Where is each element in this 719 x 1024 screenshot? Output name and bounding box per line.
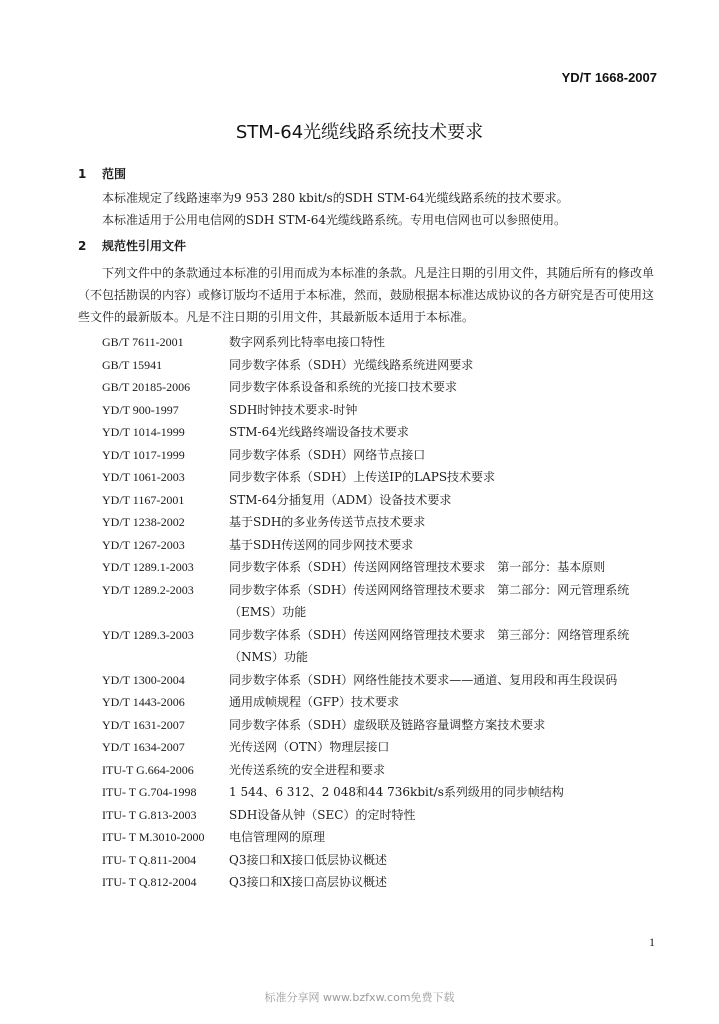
reference-item — [102, 489, 662, 512]
reference-title: SDH设备从钟（SEC）的定时特性 — [229, 807, 416, 822]
reference-code: YD/T 1267-2003 — [102, 537, 185, 552]
reference-code: ITU- T Q.812-2004 — [102, 875, 197, 889]
reference-item — [102, 669, 662, 692]
reference-item — [102, 646, 662, 669]
reference-code: YD/T 900-1997 — [102, 402, 179, 417]
reference-title: 同步数字体系（SDH）上传送IP的LAPS技术要求 — [229, 470, 496, 484]
reference-item — [102, 579, 662, 602]
reference-item — [102, 826, 662, 849]
reference-code — [102, 601, 229, 624]
reference-title: 同步数字体系（SDH）网络节点接口 — [229, 447, 426, 462]
section-1-title: 范围 — [102, 167, 127, 181]
reference-title: STM-64分插复用（ADM）设备技术要求 — [229, 492, 452, 507]
reference-title: 同步数字体系（SDH）光缆线路系统进网要求 — [229, 357, 474, 372]
reference-code: GB/T 15941 — [102, 357, 163, 372]
reference-title: 基于SDH的多业务传送节点技术要求 — [229, 515, 426, 529]
reference-title: Q3接口和X接口低层协议概述 — [229, 852, 388, 867]
reference-item — [102, 601, 662, 624]
reference-item — [102, 399, 662, 422]
reference-title: （EMS）功能 — [229, 605, 307, 619]
reference-item — [102, 736, 662, 759]
reference-item — [102, 781, 662, 804]
reference-title: 同步数字体系（SDH）虚级联及链路容量调整方案技术要求 — [229, 717, 546, 732]
standard-code: YD/T 1668-2007 — [561, 70, 657, 85]
reference-code: YD/T 1017-1999 — [102, 447, 185, 462]
section-1-heading — [78, 165, 126, 182]
scope-paragraph-2: 本标准适用于公用电信网的SDH STM-64光缆线路系统。专用电信网也可以参照使用。 — [102, 213, 566, 227]
section-1-number: 1 — [78, 167, 87, 181]
reference-title: 同步数字体系设备和系统的光接口技术要求 — [229, 380, 458, 394]
reference-item — [102, 421, 662, 444]
scope-paragraph-1: 本标准规定了线路速率为9 953 280 kbit/s的SDH STM-64光缆线路系统的技术要求。 — [102, 191, 569, 205]
reference-code: ITU-T G.664-2006 — [102, 762, 194, 777]
reference-code: YD/T 1300-2004 — [102, 672, 185, 687]
reference-title: 同步数字体系（SDH）网络性能技术要求——通道、复用段和再生段误码 — [229, 672, 618, 687]
reference-code — [102, 646, 229, 669]
reference-code: GB/T 7611-2001 — [102, 335, 184, 349]
reference-item — [102, 714, 662, 737]
page-number: 1 — [649, 935, 655, 949]
reference-title: Q3接口和X接口高层协议概述 — [229, 875, 388, 889]
reference-item — [102, 849, 662, 872]
reference-title: （NMS）功能 — [229, 650, 309, 664]
reference-title: 同步数字体系（SDH）传送网网络管理技术要求 第一部分：基本原则 — [229, 560, 606, 574]
reference-item — [102, 871, 662, 894]
reference-title: 基于SDH传送网的同步网技术要求 — [229, 537, 414, 552]
watermark-footer: 标准分享网 www.bzfxw.com免费下载 — [264, 991, 455, 1004]
reference-item — [102, 444, 662, 467]
reference-code: YD/T 1443-2006 — [102, 695, 185, 709]
reference-item — [102, 511, 662, 534]
document-title: STM-64光缆线路系统技术要求 — [235, 122, 484, 143]
reference-item — [102, 691, 662, 714]
reference-code: ITU- T G.813-2003 — [102, 807, 197, 822]
reference-title: 光传送系统的安全进程和要求 — [229, 762, 386, 777]
reference-code: YD/T 1289.3-2003 — [102, 627, 194, 642]
reference-title: 数字网系列比特率电接口特性 — [229, 335, 386, 349]
reference-code: YD/T 1289.2-2003 — [102, 582, 194, 597]
reference-code: YD/T 1061-2003 — [102, 470, 185, 484]
reference-title: 1 544、6 312、2 048和44 736kbit/s系列级用的同步帧结构 — [229, 785, 564, 799]
normative-intro-paragraph: 下列文件中的条款通过本标准的引用而成为本标准的条款。凡是注日期的引用文件，其随后所有的修改单（不包括勘误的内容）或修订版均不适用于本标准，然而，鼓励根据本标准达成协议的各方研究是否可使用这些文件的最新版本。凡是不注日期的引用文件，其最新版本适用于本标准。 — [78, 266, 655, 324]
section-2-heading — [78, 237, 186, 254]
reference-title: STM-64光线路终端设备技术要求 — [229, 425, 409, 439]
reference-title: SDH时钟技术要求-时钟 — [229, 402, 358, 417]
reference-code: ITU- T G.704-1998 — [102, 785, 197, 799]
reference-item — [102, 534, 662, 557]
section-2-number: 2 — [78, 239, 87, 253]
reference-code: GB/T 20185-2006 — [102, 380, 191, 394]
reference-item — [102, 331, 662, 354]
reference-code: YD/T 1014-1999 — [102, 425, 185, 439]
reference-title: 光传送网（OTN）物理层接口 — [229, 740, 390, 754]
reference-title: 电信管理网的原理 — [229, 830, 326, 844]
reference-code: YD/T 1238-2002 — [102, 515, 185, 529]
reference-code: YD/T 1167-2001 — [102, 492, 185, 507]
reference-item — [102, 624, 662, 647]
reference-item — [102, 376, 662, 399]
reference-code: YD/T 1289.1-2003 — [102, 560, 194, 574]
reference-item — [102, 804, 662, 827]
reference-title: 同步数字体系（SDH）传送网网络管理技术要求 第二部分：网元管理系统 — [229, 582, 630, 597]
reference-code: YD/T 1631-2007 — [102, 717, 185, 732]
reference-title: 通用成帧规程（GFP）技术要求 — [229, 695, 399, 709]
reference-item — [102, 759, 662, 782]
reference-code: ITU- T Q.811-2004 — [102, 852, 197, 867]
section-2-title: 规范性引用文件 — [102, 239, 187, 253]
reference-list — [102, 331, 662, 894]
reference-code: ITU- T M.3010-2000 — [102, 830, 205, 844]
reference-item — [102, 466, 662, 489]
reference-item — [102, 354, 662, 377]
reference-code: YD/T 1634-2007 — [102, 740, 185, 754]
reference-title: 同步数字体系（SDH）传送网网络管理技术要求 第三部分：网络管理系统 — [229, 627, 630, 642]
reference-item — [102, 556, 662, 579]
